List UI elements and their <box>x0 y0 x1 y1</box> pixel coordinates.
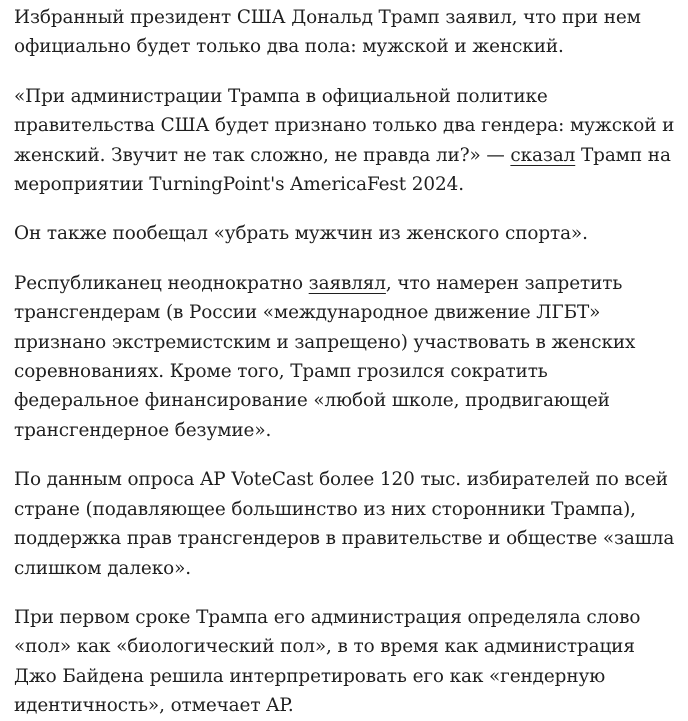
paragraph-4-text-after: , что намерен запретить трансгендерам (в России «международное движение ЛГБТ» признано экстремистским и запрещено) участвовать в женских соревнованиях. Кроме того, Трамп грозился сократить федеральное финансирование «любой школе, продвигающей трансгендерное безумие». <box>14 272 636 441</box>
said-link[interactable]: сказал <box>510 144 576 166</box>
paragraph-2-text-before: «При администрации Трампа в официальной политике правительства США будет признано только два гендера: мужской и женский. Звучит не так сложно, не правда ли?» — <box>14 85 675 166</box>
paragraph-6: При первом сроке Трампа его администрация определяла слово «пол» как «биологический пол», в то время как администрация Джо Байдена решила интерпретировать его как «гендерную идентичность», отмечает AP. <box>14 606 641 717</box>
paragraph-2-text-after: Трамп на мероприятии TurningPoint's AmericaFest 2024. <box>14 144 671 196</box>
paragraph-1: Избранный президент США Дональд Трамп заявил, что при нем официально будет только два пола: мужской и женский. <box>14 7 641 58</box>
paragraph-3: Он также пообещал «убрать мужчин из женского спорта». <box>14 223 588 245</box>
paragraph-5: По данным опроса AP VoteCast более 120 тыс. избирателей по всей стране (подавляющее большинство из них сторонники Трампа), поддержка прав трансгендеров в правительстве и обществе «зашла слишком далеко». <box>14 469 675 579</box>
paragraph-4-text-before: Республиканец неоднократно <box>14 272 309 294</box>
paragraph-4 <box>14 269 676 445</box>
paragraph-2 <box>14 82 676 200</box>
stated-link[interactable]: заявлял <box>308 272 386 294</box>
